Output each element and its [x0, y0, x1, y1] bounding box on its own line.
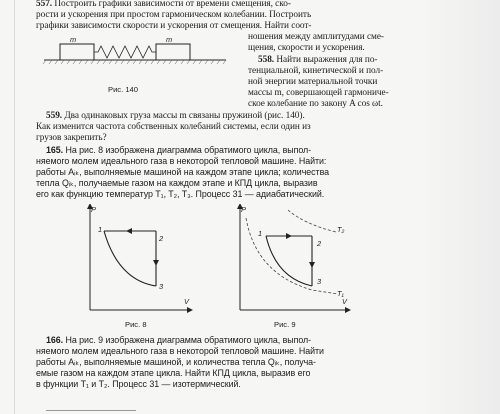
fig9-caption: Рис. 9	[274, 320, 296, 329]
page-shadow	[420, 0, 500, 414]
problem-557-line-3: графики зависимости скорости и ускорения от смещения. Найти соот-	[36, 21, 312, 31]
page-content	[36, 0, 428, 414]
fig140-mass-left: m	[70, 35, 77, 44]
problem-559-line-1: 559. Два одинаковых груза массы m связаны пружиной (рис. 140).	[46, 111, 305, 121]
problem-165-line-2: няемого молем идеального газа в некоторой тепловой машине. Найти:	[36, 156, 327, 166]
figure-140-spring-masses	[40, 33, 230, 73]
problem-559-line-3: грузов закрепить?	[36, 133, 107, 143]
problem-558-line-5: ское колебание по закону A cos ωt.	[248, 99, 383, 109]
problem-166-line-2: няемого молем идеального газа в некоторой тепловой машине. Найти	[36, 346, 324, 356]
fig9-point-1: 1	[258, 229, 263, 238]
problem-165-line-4: тепла Qᵢₖ, получаемые газом на каждом этапе и КПД цикла, выразив	[36, 178, 318, 188]
fig8-point-3: 3	[159, 282, 164, 291]
fig9-v-axis-label: V	[342, 297, 347, 306]
fig9-isotherm-t2: T₂	[337, 225, 345, 234]
fig140-mass-right: m	[166, 35, 173, 44]
fig8-p-axis-label: P	[91, 205, 96, 214]
problem-557-line-1: 557. Построить графики зависимости от времени смещения, ско-	[36, 0, 291, 9]
problem-165-line-5: его как функцию температур T₁, T₂, T₃. Процесс 31 — адиабатический.	[36, 189, 325, 199]
problem-557-number: 557.	[36, 0, 53, 9]
problem-558-line-1: 558. Найти выражения для по-	[258, 55, 378, 65]
problem-166-line-5: в функции T₁ и T₂. Процесс 31 — изотермический.	[36, 379, 241, 389]
problem-557-line-4: ношения между амплитудами сме-	[248, 32, 384, 42]
problem-558-line-2: тенциальной, кинетической и пол-	[248, 66, 384, 76]
cutoff-next-line	[36, 408, 428, 414]
figure-9-pv-diagram	[236, 204, 356, 316]
problem-165-number: 165.	[46, 145, 64, 155]
fig8-point-1: 1	[98, 225, 103, 234]
fig9-point-3: 3	[317, 277, 322, 286]
problem-166-line-1: 166. На рис. 9 изображена диаграмма обратимого цикла, выпол-	[46, 335, 312, 345]
problem-557-line-2: рости и ускорения при простом гармоническом колебании. Построить	[36, 10, 312, 20]
fig8-point-2: 2	[159, 234, 164, 243]
fig8-caption: Рис. 8	[125, 320, 147, 329]
problem-557-line-5: щения, скорости и ускорения.	[248, 43, 365, 53]
problem-165-line-3: работы Aᵢₖ, выполняемые машиной на каждом этапе цикла; количества	[36, 167, 330, 177]
fig8-v-axis-label: V	[184, 297, 189, 306]
problem-558-number: 558.	[258, 55, 275, 65]
problem-558-line-3: ной энергии материальной точки	[248, 77, 378, 87]
problem-166-number: 166.	[46, 335, 64, 345]
problem-559-number: 559.	[46, 111, 63, 121]
problem-559-line-2: Как изменится частота собственных колебаний системы, если один из	[36, 122, 311, 132]
fig9-isotherm-t1: T₁	[337, 289, 344, 298]
problem-166-line-3: работы Aᵢₖ, выполняемые машиной, и количества тепла Qᵢₖ, получа-	[36, 357, 316, 367]
fig9-point-2: 2	[317, 239, 322, 248]
page-edge	[14, 0, 15, 414]
fig9-p-axis-label: P	[241, 205, 246, 214]
problem-166-line-4: емые газом на каждом этапе цикла. Найти КПД цикла, выразив его	[36, 368, 311, 378]
fig140-caption: Рис. 140	[108, 85, 138, 94]
problem-558-line-4: массы m, совершающей гармониче-	[248, 88, 389, 98]
figure-8-pv-diagram	[86, 204, 196, 316]
problem-165-line-1: 165. На рис. 8 изображена диаграмма обратимого цикла, выпол-	[46, 145, 312, 155]
